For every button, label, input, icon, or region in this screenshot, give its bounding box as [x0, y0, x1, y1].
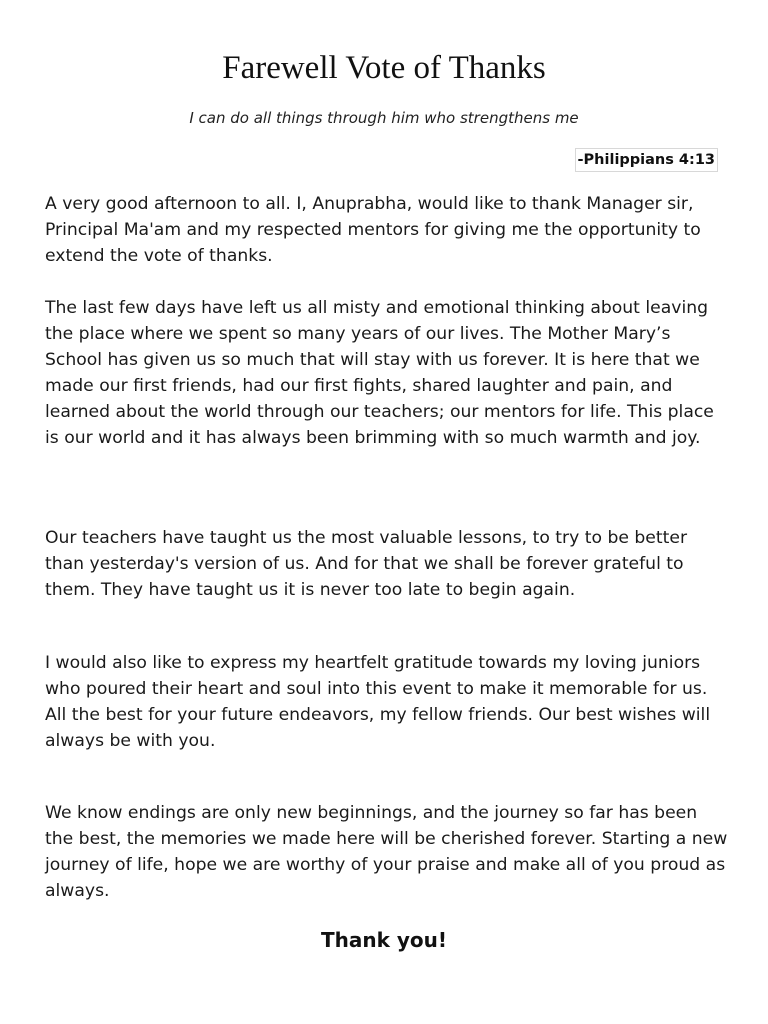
bible-verse: I can do all things through him who strengthens me: [189, 109, 579, 127]
paragraph-greeting: A very good afternoon to all. I, Anuprabha, would like to thank Manager sir, Principal Ma'am and my respected mentors for giving me the opportunity to extend the vote of thanks.: [45, 194, 701, 266]
paragraph-memories: The last few days have left us all misty and emotional thinking about leaving the place where we spent so many years of our lives. The Mother Mary’s School has given us so much that will stay with us forever. It is here that we made our first friends, had our first fights, shared laughter and pain, and learned about the world through our teachers; our mentors for life. This place is our world and it has always been brimming with so much warmth and joy.: [45, 298, 714, 448]
verse-reference: -Philippians 4:13: [575, 148, 718, 172]
paragraph-endings: We know endings are only new beginnings, and the journey so far has been the best, the memories we made here will be cherished forever. Starting a new journey of life, hope we are worthy of your praise and make all of you proud as always.: [45, 803, 728, 901]
document-title: Farewell Vote of Thanks: [222, 50, 546, 86]
closing-thanks: Thank you!: [320, 928, 447, 952]
paragraph-juniors: I would also like to express my heartfelt gratitude towards my loving juniors who poured their heart and soul into this event to make it memorable for us. All the best for your future endeavors, my fellow friends. Our best wishes will always be with you.: [45, 653, 711, 751]
paragraph-teachers: Our teachers have taught us the most valuable lessons, to try to be better than yesterday's version of us. And for that we shall be forever grateful to them. They have taught us it is never too late to begin again.: [45, 528, 688, 600]
